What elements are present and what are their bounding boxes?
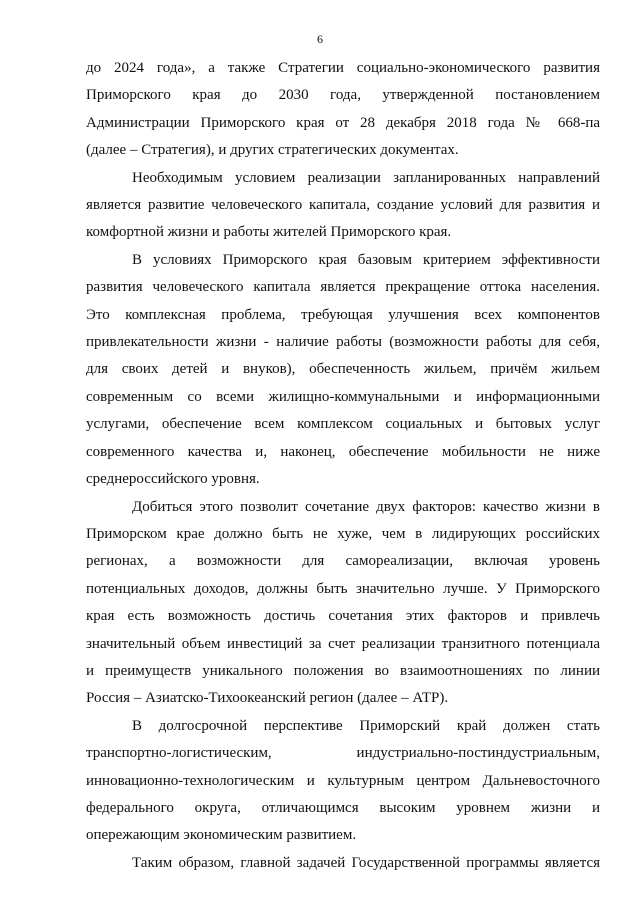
text-line: значительный объем инвестиций за счет реализации транзитного потенциала <box>86 635 600 652</box>
text-line: до 2024 года», а также Стратегии социально-экономического развития <box>86 60 600 76</box>
paragraph-population-outflow <box>86 247 600 494</box>
text-line: потенциальных доходов, должны быть значительно лучше. У Приморского <box>86 580 600 597</box>
paragraph-strategy-reference <box>86 55 600 165</box>
text-line: является развитие человеческого капитала, создание условий для развития и <box>86 197 600 214</box>
text-line: регионах, а возможности для самореализации, включая уровень <box>86 553 600 570</box>
text-line: услугами, обеспечение всем комплексом социальных и бытовых услуг <box>86 416 600 433</box>
text-line: опережающим экономическим развитием. <box>86 827 357 844</box>
text-line: привлекательности жизни - наличие работы (возможности работы для себя, <box>86 334 600 351</box>
text-line: Россия – Азиатско-Тихоокеанский регион (далее – АТР). <box>86 690 449 707</box>
text-line: В условиях Приморского края базовым критерием эффективности <box>132 251 600 268</box>
text-line: комфортной жизни и работы жителей Приморского края. <box>86 224 452 241</box>
text-line: Это комплексная проблема, требующая улучшения всех компонентов <box>86 306 600 323</box>
text-line: и преимуществ уникального положения во взаимоотношениях по линии <box>86 662 600 679</box>
text-line: В долгосрочной перспективе Приморский край должен стать <box>132 717 600 734</box>
page-number: 6 <box>317 32 323 46</box>
text-line: Необходимым условием реализации запланированных направлений <box>132 169 600 186</box>
text-line: среднероссийского уровня. <box>86 471 260 488</box>
text-line: Приморском крае должно быть не хуже, чем в лидирующих российских <box>86 525 600 542</box>
paragraph-human-capital <box>86 165 600 247</box>
text-line: транспортно-логистическим, индустриально-постиндустриальным, <box>86 745 600 762</box>
text-line: Приморского края до 2030 года, утвержденной постановлением <box>86 87 600 104</box>
text-line: Добиться этого позволит сочетание двух факторов: качество жизни в <box>132 498 600 515</box>
paragraph-main-task <box>86 850 600 877</box>
text-line: для своих детей и внуков), обеспеченность жильем, причём жильем <box>86 361 600 378</box>
text-line: современным со всеми жилищно-коммунальными и информационными <box>86 388 600 405</box>
document-body <box>86 55 600 877</box>
text-line: инновационно-технологическим и культурным центром Дальневосточного <box>86 772 600 789</box>
text-line: края есть возможность достичь сочетания этих факторов и привлечь <box>86 608 600 625</box>
text-line: развития человеческого капитала является прекращение оттока населения. <box>86 279 600 296</box>
text-line: современного качества и, наконец, обеспечение мобильности не ниже <box>86 443 600 460</box>
text-line: Таким образом, главной задачей Государственной программы является <box>132 854 600 871</box>
paragraph-long-term-perspective <box>86 713 600 850</box>
text-line: Администрации Приморского края от 28 декабря 2018 года № 668-па <box>86 114 600 131</box>
text-line: (далее – Стратегия), и других стратегических документах. <box>86 142 459 159</box>
paragraph-two-factors <box>86 494 600 713</box>
text-line: федерального округа, отличающимся высоким уровнем жизни и <box>86 799 600 816</box>
